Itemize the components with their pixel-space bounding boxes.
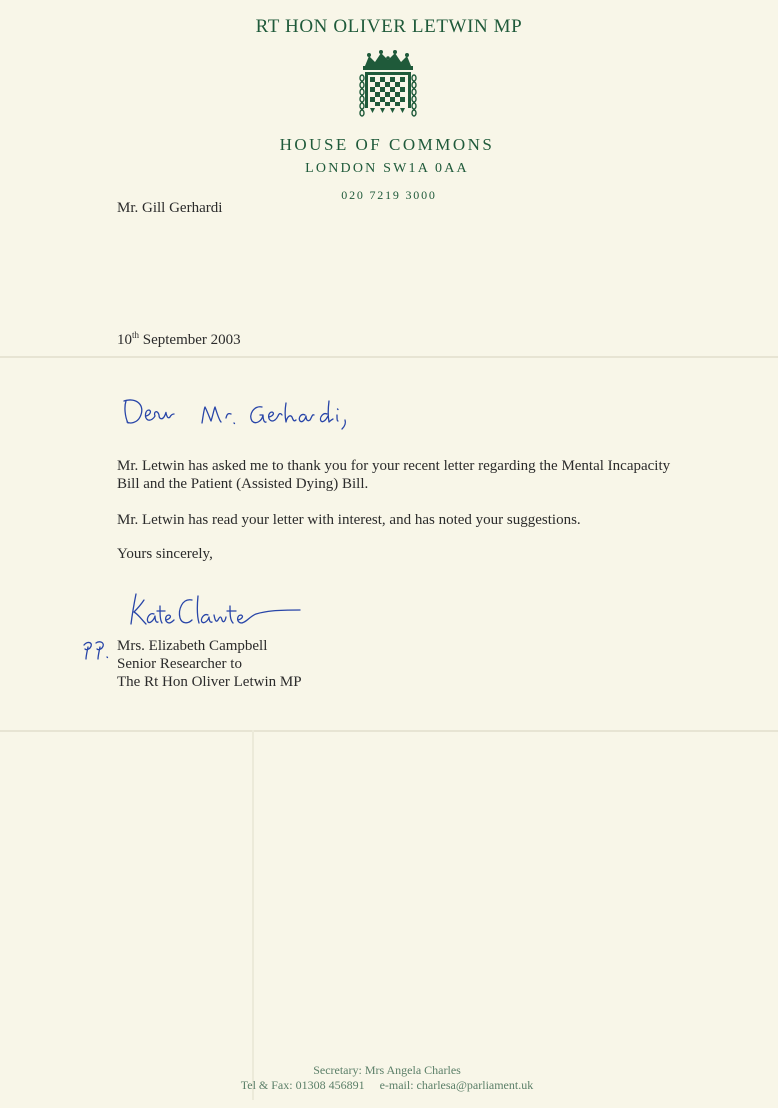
date-day: 10 [117,332,132,348]
handwritten-salutation [122,393,362,435]
footer-secretary: Secretary: Mrs Angela Charles [313,1063,461,1077]
paper-fold-line [0,356,778,358]
letterhead-address: LONDON SW1A 0AA [305,161,469,176]
signatory-name: Mrs. Elizabeth Campbell [117,638,268,654]
letterhead-mp-name: RT HON OLIVER LETWIN MP [255,16,523,37]
handwritten-pp-mark [80,637,114,661]
paper-fold-line [0,730,778,732]
recipient-name: Mr. Gill Gerhardi [117,200,223,216]
closing-line: Yours sincerely, [117,546,213,562]
portcullis-icon [357,50,419,122]
letterhead-institution: HOUSE OF COMMONS [279,135,495,154]
date-suffix: th [132,330,140,340]
paper-fold-line [252,730,254,1100]
signatory-title: Senior Researcher to [117,656,242,672]
body-paragraph-2: Mr. Letwin has read your letter with interest, and has noted your suggestions. [117,512,581,528]
handwritten-signature [126,590,306,634]
body-paragraph-1: Mr. Letwin has asked me to thank you for your recent letter regarding the Mental Incapacity Bill and the Patient (Assisted Dying) Bill. [117,458,671,492]
letterhead-phone: 020 7219 3000 [341,188,437,202]
signatory-block [117,637,302,691]
footer-contact: Tel & Fax: 01308 456891 e-mail: charlesa@parliament.uk [240,1078,534,1092]
date-month-year: September 2003 [139,332,241,348]
letter-date [117,326,241,349]
signatory-org: The Rt Hon Oliver Letwin MP [117,674,302,690]
